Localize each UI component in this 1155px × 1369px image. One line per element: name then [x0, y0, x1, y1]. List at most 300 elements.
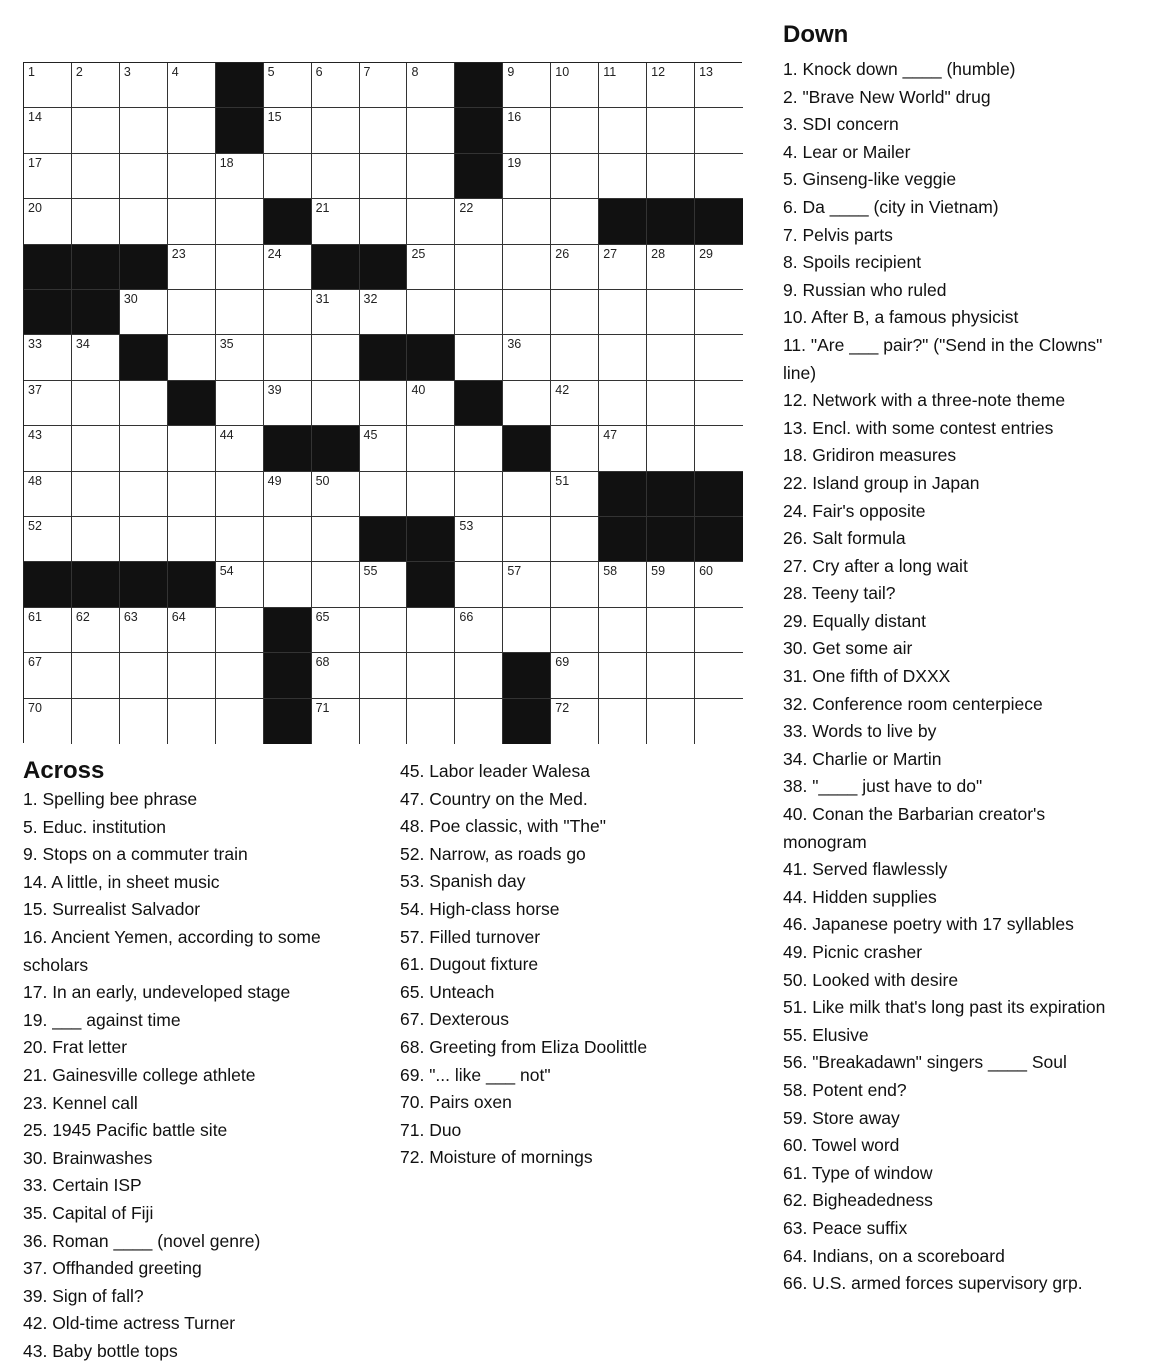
grid-cell[interactable]: [503, 63, 551, 108]
clue-item: 59. Store away: [783, 1107, 900, 1128]
grid-cell[interactable]: [264, 472, 312, 517]
grid-block: [72, 245, 120, 290]
grid-cell[interactable]: [216, 562, 264, 607]
grid-cell[interactable]: [647, 426, 695, 471]
grid-cell[interactable]: [168, 290, 216, 335]
grid-cell[interactable]: [407, 290, 455, 335]
clue-item: 25. 1945 Pacific battle site: [23, 1120, 228, 1141]
grid-block: [264, 199, 312, 244]
grid-cell[interactable]: [24, 472, 72, 517]
cell-number: 27: [603, 246, 618, 261]
clue-item: 5. Ginseng-like veggie: [783, 169, 957, 190]
clue-item: 12. Network with a three-note theme: [783, 390, 1066, 411]
grid-cell[interactable]: [312, 381, 360, 426]
grid-cell[interactable]: [599, 335, 647, 380]
clue-item: 54. High-class horse: [400, 898, 560, 919]
cell-number: 55: [363, 564, 378, 579]
cell-number: 65: [315, 609, 330, 624]
grid-cell[interactable]: [407, 426, 455, 471]
grid-cell[interactable]: [695, 154, 743, 199]
grid-cell[interactable]: [503, 472, 551, 517]
clue-item: 48. Poe classic, with "The": [400, 816, 606, 837]
clue-item: 1. Spelling bee phrase: [23, 789, 198, 809]
grid-block: [407, 562, 455, 607]
grid-cell[interactable]: [360, 108, 408, 153]
clue-item: 13. Encl. with some contest entries: [783, 417, 1054, 438]
grid-cell[interactable]: [72, 699, 120, 744]
grid-cell[interactable]: [455, 290, 503, 335]
clue-item: 37. Offhanded greeting: [23, 1258, 202, 1279]
grid-cell[interactable]: [551, 154, 599, 199]
grid-block: [503, 699, 551, 744]
grid-cell[interactable]: [24, 381, 72, 426]
cell-number: 4: [171, 65, 179, 79]
grid-cell[interactable]: [455, 199, 503, 244]
grid-cell[interactable]: [168, 108, 216, 153]
grid-cell[interactable]: [551, 335, 599, 380]
grid-cell[interactable]: [264, 381, 312, 426]
grid-cell[interactable]: [407, 699, 455, 744]
grid-cell[interactable]: [503, 381, 551, 426]
grid-cell[interactable]: [551, 63, 599, 108]
grid-cell[interactable]: [264, 290, 312, 335]
grid-cell[interactable]: [24, 426, 72, 471]
grid-cell[interactable]: [168, 335, 216, 380]
cell-number: 14: [28, 110, 42, 125]
grid-cell[interactable]: [455, 517, 503, 562]
clue-item: 62. Bigheadedness: [783, 1190, 933, 1211]
grid-cell[interactable]: [312, 154, 360, 199]
grid-cell[interactable]: [551, 608, 599, 653]
grid-block: [168, 562, 216, 607]
cell-number: 19: [507, 155, 522, 170]
grid-cell[interactable]: [455, 653, 503, 698]
grid-cell[interactable]: [312, 653, 360, 698]
grid-cell[interactable]: [647, 290, 695, 335]
clue-item: 44. Hidden supplies: [783, 886, 937, 907]
grid-cell[interactable]: [551, 245, 599, 290]
cell-number: 10: [555, 65, 570, 79]
grid-cell[interactable]: [216, 335, 264, 380]
grid-cell[interactable]: [168, 199, 216, 244]
grid-cell[interactable]: [168, 699, 216, 744]
grid-cell[interactable]: [455, 699, 503, 744]
grid-cell[interactable]: [647, 653, 695, 698]
grid-block: [24, 245, 72, 290]
cell-number: 3: [123, 65, 131, 79]
crossword-grid: [23, 62, 742, 743]
grid-cell[interactable]: [647, 562, 695, 607]
cell-number: 62: [75, 609, 90, 624]
clue-item: 46. Japanese poetry with 17 syllables: [783, 914, 1074, 935]
grid-cell[interactable]: [503, 245, 551, 290]
grid-cell[interactable]: [599, 154, 647, 199]
grid-cell[interactable]: [407, 63, 455, 108]
grid-cell[interactable]: [168, 653, 216, 698]
grid-block: [695, 517, 743, 562]
cell-number: 67: [28, 655, 42, 670]
grid-cell[interactable]: [407, 472, 455, 517]
grid-cell[interactable]: [312, 63, 360, 108]
cell-number: 66: [459, 609, 474, 624]
cell-number: 60: [699, 564, 713, 579]
grid-cell[interactable]: [312, 472, 360, 517]
grid-block: [216, 108, 264, 153]
grid-cell[interactable]: [503, 335, 551, 380]
grid-cell[interactable]: [695, 290, 743, 335]
grid-block: [360, 245, 408, 290]
grid-cell[interactable]: [264, 108, 312, 153]
grid-block: [216, 63, 264, 108]
grid-cell[interactable]: [120, 653, 168, 698]
grid-cell[interactable]: [360, 63, 408, 108]
cell-number: 50: [315, 473, 330, 488]
cell-number: 15: [267, 110, 282, 125]
grid-cell[interactable]: [24, 335, 72, 380]
cell-number: 64: [171, 609, 186, 624]
across-clue-list-col1: [23, 786, 368, 1365]
clue-item: 49. Picnic crasher: [783, 942, 923, 962]
grid-cell[interactable]: [168, 63, 216, 108]
grid-cell[interactable]: [647, 245, 695, 290]
clue-item: 41. Served flawlessly: [783, 859, 948, 880]
grid-cell[interactable]: [647, 699, 695, 744]
grid-cell[interactable]: [695, 381, 743, 426]
grid-cell[interactable]: [599, 426, 647, 471]
grid-cell[interactable]: [216, 290, 264, 335]
grid-cell[interactable]: [72, 63, 120, 108]
grid-cell[interactable]: [216, 245, 264, 290]
grid-cell[interactable]: [647, 608, 695, 653]
grid-cell[interactable]: [72, 426, 120, 471]
grid-cell[interactable]: [503, 608, 551, 653]
cell-number: 72: [555, 700, 570, 715]
grid-block: [264, 608, 312, 653]
grid-cell[interactable]: [264, 154, 312, 199]
grid-cell[interactable]: [72, 199, 120, 244]
grid-cell[interactable]: [168, 426, 216, 471]
cell-number: 9: [507, 65, 515, 79]
grid-cell[interactable]: [24, 699, 72, 744]
grid-cell[interactable]: [312, 608, 360, 653]
grid-cell[interactable]: [455, 472, 503, 517]
grid-cell[interactable]: [407, 608, 455, 653]
clue-item: 43. Baby bottle tops: [23, 1340, 178, 1361]
grid-block: [503, 653, 551, 698]
cell-number: 54: [219, 564, 234, 579]
grid-cell[interactable]: [312, 290, 360, 335]
grid-cell[interactable]: [72, 154, 120, 199]
grid-cell[interactable]: [120, 199, 168, 244]
clue-item: 27. Cry after a long wait: [783, 555, 968, 576]
grid-cell[interactable]: [647, 108, 695, 153]
grid-cell[interactable]: [407, 154, 455, 199]
grid-cell[interactable]: [216, 154, 264, 199]
grid-cell[interactable]: [647, 154, 695, 199]
grid-cell[interactable]: [120, 108, 168, 153]
grid-cell[interactable]: [24, 517, 72, 562]
grid-cell[interactable]: [647, 63, 695, 108]
grid-cell[interactable]: [264, 517, 312, 562]
cell-number: 13: [699, 65, 713, 79]
grid-block: [455, 63, 503, 108]
grid-block: [24, 290, 72, 335]
clue-item: 51. Like milk that's long past its expiration: [783, 997, 1106, 1018]
grid-cell[interactable]: [695, 108, 743, 153]
grid-cell[interactable]: [695, 608, 743, 653]
grid-cell[interactable]: [216, 699, 264, 744]
grid-cell[interactable]: [120, 63, 168, 108]
clue-item: 45. Labor leader Walesa: [400, 761, 591, 781]
grid-cell[interactable]: [407, 199, 455, 244]
grid-cell[interactable]: [551, 653, 599, 698]
cell-number: 25: [411, 246, 426, 261]
grid-cell[interactable]: [312, 108, 360, 153]
cell-number: 33: [28, 337, 42, 352]
grid-cell[interactable]: [407, 108, 455, 153]
grid-cell[interactable]: [120, 381, 168, 426]
cell-number: 53: [459, 519, 474, 533]
grid-cell[interactable]: [503, 290, 551, 335]
grid-cell[interactable]: [216, 199, 264, 244]
grid-cell[interactable]: [503, 199, 551, 244]
grid-cell[interactable]: [120, 154, 168, 199]
grid-cell[interactable]: [216, 653, 264, 698]
cell-number: 63: [123, 609, 138, 624]
clue-item: 40. Conan the Barbarian creator's: [783, 804, 1046, 825]
cell-number: 2: [75, 65, 83, 79]
cell-number: 17: [28, 155, 42, 170]
clue-item: 47. Country on the Med.: [400, 788, 588, 809]
grid-cell[interactable]: [695, 699, 743, 744]
cell-number: 44: [219, 428, 234, 443]
grid-cell[interactable]: [551, 562, 599, 607]
grid-cell[interactable]: [551, 426, 599, 471]
grid-cell[interactable]: [455, 335, 503, 380]
grid-cell[interactable]: [312, 699, 360, 744]
grid-cell[interactable]: [503, 154, 551, 199]
clue-item: 6. Da ____ (city in Vietnam): [783, 196, 999, 217]
grid-block: [647, 472, 695, 517]
grid-cell[interactable]: [695, 335, 743, 380]
clue-item: 60. Towel word: [783, 1135, 900, 1156]
grid-cell[interactable]: [264, 245, 312, 290]
grid-cell[interactable]: [695, 426, 743, 471]
grid-cell[interactable]: [72, 472, 120, 517]
grid-cell[interactable]: [455, 562, 503, 607]
grid-cell[interactable]: [264, 335, 312, 380]
grid-cell[interactable]: [24, 154, 72, 199]
cell-number: 40: [411, 382, 426, 397]
grid-cell[interactable]: [599, 562, 647, 607]
grid-cell[interactable]: [312, 517, 360, 562]
grid-cell[interactable]: [264, 562, 312, 607]
clue-item: 26. Salt formula: [783, 528, 906, 549]
clue-item: 71. Duo: [400, 1119, 462, 1140]
clue-item: 14. A little, in sheet music: [23, 871, 220, 892]
clue-item: 67. Dexterous: [400, 1009, 509, 1030]
grid-cell[interactable]: [72, 608, 120, 653]
grid-cell[interactable]: [216, 517, 264, 562]
cell-number: 68: [315, 655, 330, 670]
clue-item: 20. Frat letter: [23, 1037, 128, 1058]
grid-cell[interactable]: [312, 199, 360, 244]
grid-cell[interactable]: [72, 335, 120, 380]
grid-cell[interactable]: [216, 608, 264, 653]
grid-cell[interactable]: [24, 608, 72, 653]
clue-item: 63. Peace suffix: [783, 1217, 908, 1238]
grid-block: [407, 517, 455, 562]
cell-number: 57: [507, 564, 522, 579]
clue-item: 53. Spanish day: [400, 871, 526, 892]
clue-item: 11. "Are ___ pair?" ("Send in the Clowns": [783, 334, 1103, 355]
cell-number: 1: [28, 65, 35, 79]
grid-block: [264, 699, 312, 744]
clue-item: 72. Moisture of mornings: [400, 1147, 593, 1168]
clue-item: 19. ___ against time: [23, 1009, 181, 1030]
grid-cell[interactable]: [695, 245, 743, 290]
grid-cell[interactable]: [360, 199, 408, 244]
across-clue-list-col2: [400, 758, 745, 1172]
clue-item: 10. After B, a famous physicist: [783, 307, 1019, 328]
grid-cell[interactable]: [360, 290, 408, 335]
grid-cell[interactable]: [407, 381, 455, 426]
grid-cell[interactable]: [599, 608, 647, 653]
grid-cell[interactable]: [551, 517, 599, 562]
grid-cell[interactable]: [551, 699, 599, 744]
grid-cell[interactable]: [551, 108, 599, 153]
grid-cell[interactable]: [120, 608, 168, 653]
grid-cell[interactable]: [599, 381, 647, 426]
grid-cell[interactable]: [360, 426, 408, 471]
grid-cell[interactable]: [216, 472, 264, 517]
grid-cell[interactable]: [24, 108, 72, 153]
grid-cell[interactable]: [503, 108, 551, 153]
grid-block: [455, 154, 503, 199]
grid-cell[interactable]: [120, 290, 168, 335]
cell-number: 35: [219, 337, 234, 352]
grid-cell[interactable]: [120, 426, 168, 471]
grid-block: [72, 290, 120, 335]
grid-cell[interactable]: [360, 653, 408, 698]
grid-cell[interactable]: [551, 472, 599, 517]
grid-cell[interactable]: [72, 108, 120, 153]
grid-block: [599, 199, 647, 244]
grid-cell[interactable]: [599, 653, 647, 698]
clue-item: 64. Indians, on a scoreboard: [783, 1245, 1005, 1266]
grid-cell[interactable]: [24, 63, 72, 108]
clue-item: 33. Words to live by: [783, 721, 937, 742]
grid-cell[interactable]: [24, 199, 72, 244]
clue-item: 7. Pelvis parts: [783, 224, 893, 245]
cell-number: 42: [555, 382, 570, 397]
grid-cell[interactable]: [599, 699, 647, 744]
grid-cell[interactable]: [168, 608, 216, 653]
clue-item: 39. Sign of fall?: [23, 1285, 144, 1306]
grid-cell[interactable]: [551, 199, 599, 244]
grid-cell[interactable]: [360, 154, 408, 199]
clue-item: 57. Filled turnover: [400, 926, 541, 947]
grid-cell[interactable]: [695, 562, 743, 607]
grid-cell[interactable]: [168, 154, 216, 199]
grid-cell[interactable]: [360, 608, 408, 653]
clue-item: 61. Type of window: [783, 1162, 933, 1183]
clue-item: 21. Gainesville college athlete: [23, 1064, 256, 1085]
grid-cell[interactable]: [503, 562, 551, 607]
grid-cell[interactable]: [455, 245, 503, 290]
grid-cell[interactable]: [360, 472, 408, 517]
clue-item: 31. One fifth of DXXX: [783, 666, 951, 687]
grid-cell[interactable]: [168, 472, 216, 517]
grid-cell[interactable]: [407, 245, 455, 290]
grid-cell[interactable]: [360, 562, 408, 607]
cell-number: 48: [28, 473, 42, 488]
grid-cell[interactable]: [120, 472, 168, 517]
grid-cell[interactable]: [24, 653, 72, 698]
grid-cell[interactable]: [72, 381, 120, 426]
cell-number: 61: [28, 609, 42, 624]
grid-cell[interactable]: [120, 517, 168, 562]
clue-item: 50. Looked with desire: [783, 969, 959, 990]
grid-cell[interactable]: [695, 653, 743, 698]
grid-block: [168, 381, 216, 426]
grid-cell[interactable]: [360, 381, 408, 426]
grid-cell[interactable]: [455, 426, 503, 471]
clue-item: 65. Unteach: [400, 981, 495, 1002]
grid-cell[interactable]: [216, 381, 264, 426]
grid-block: [599, 472, 647, 517]
grid-cell[interactable]: [168, 245, 216, 290]
grid-cell[interactable]: [647, 381, 695, 426]
grid-block: [120, 562, 168, 607]
grid-cell[interactable]: [168, 517, 216, 562]
clue-item: 9. Stops on a commuter train: [23, 844, 248, 865]
grid-cell[interactable]: [407, 653, 455, 698]
cell-number: 49: [267, 473, 282, 488]
cell-number: 18: [219, 155, 234, 170]
cell-number: 6: [315, 65, 323, 79]
clue-item: 61. Dugout fixture: [400, 954, 539, 975]
grid-cell[interactable]: [695, 63, 743, 108]
grid-cell[interactable]: [72, 517, 120, 562]
grid-cell[interactable]: [312, 335, 360, 380]
clue-item: 55. Elusive: [783, 1024, 869, 1045]
grid-cell[interactable]: [599, 290, 647, 335]
grid-cell[interactable]: [551, 290, 599, 335]
grid-cell[interactable]: [120, 699, 168, 744]
grid-cell[interactable]: [312, 562, 360, 607]
grid-cell[interactable]: [647, 335, 695, 380]
grid-cell[interactable]: [216, 426, 264, 471]
grid-cell[interactable]: [264, 63, 312, 108]
grid-cell[interactable]: [599, 245, 647, 290]
grid-cell[interactable]: [599, 63, 647, 108]
cell-number: 8: [411, 65, 419, 79]
grid-cell[interactable]: [503, 517, 551, 562]
grid-block: [264, 653, 312, 698]
clue-item: 8. Spoils recipient: [783, 252, 922, 273]
clue-item: 32. Conference room centerpiece: [783, 693, 1043, 714]
grid-cell[interactable]: [360, 699, 408, 744]
clue-item: 24. Fair's opposite: [783, 500, 926, 521]
grid-cell[interactable]: [72, 653, 120, 698]
clue-item: 36. Roman ____ (novel genre): [23, 1230, 261, 1251]
grid-cell[interactable]: [599, 108, 647, 153]
grid-cell[interactable]: [551, 381, 599, 426]
grid-cell[interactable]: [455, 608, 503, 653]
clue-item: 9. Russian who ruled: [783, 279, 947, 300]
clue-item: line): [783, 362, 817, 383]
